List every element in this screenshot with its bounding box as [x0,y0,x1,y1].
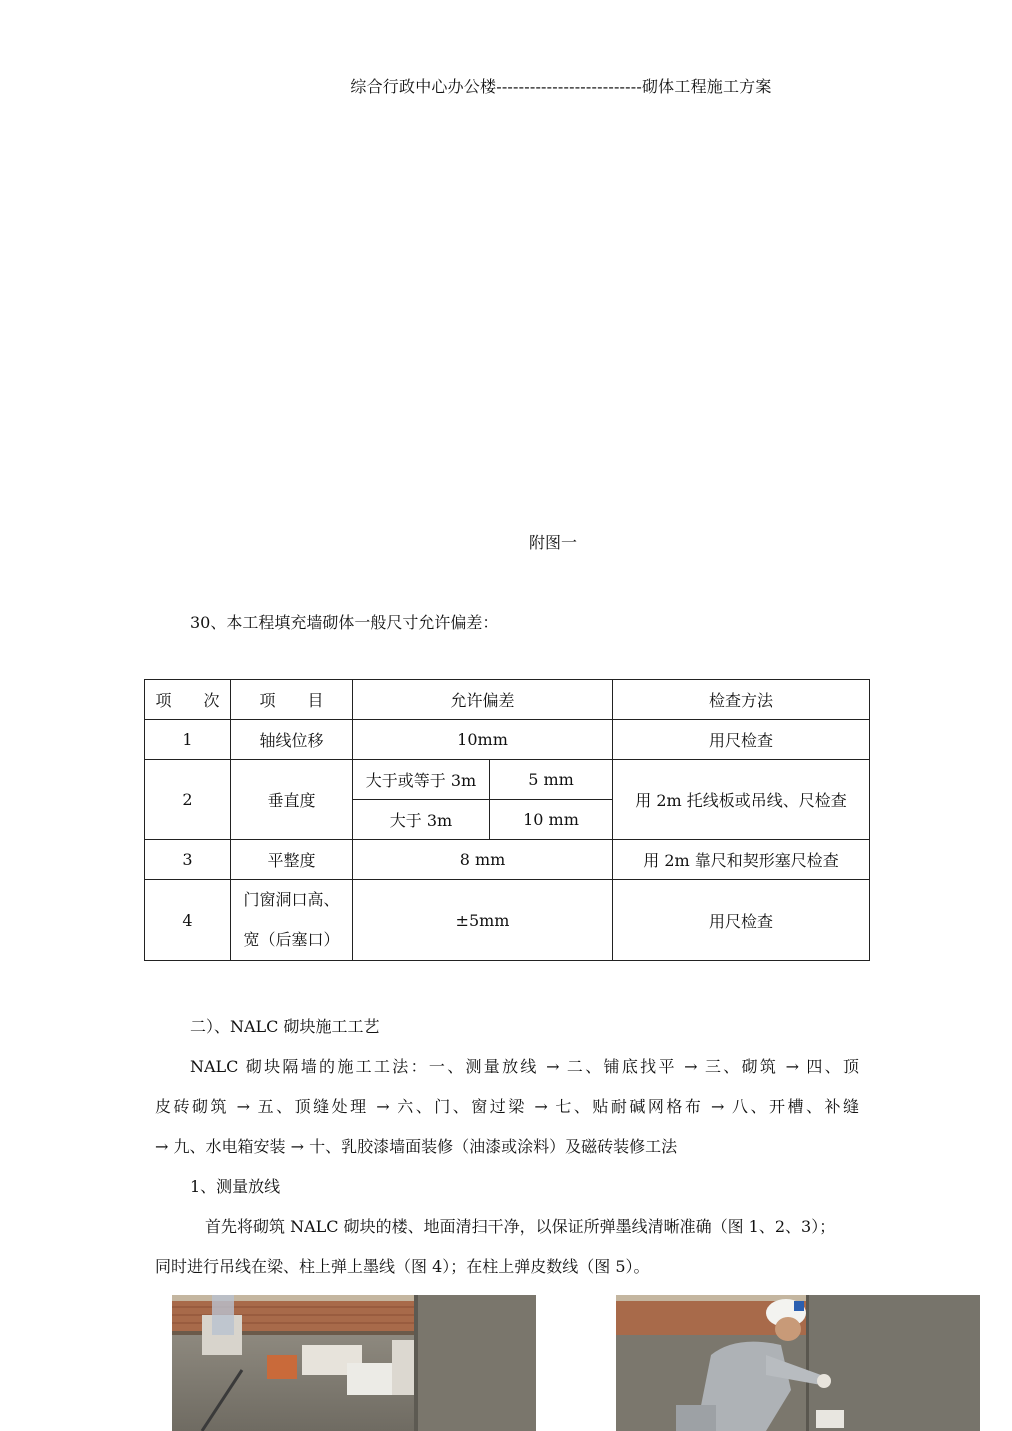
step-1-line-2: 同时进行吊线在梁、柱上弹上墨线（图 4）；在柱上弹皮数线（图 5）。 [155,1257,650,1276]
cell-item: 垂直度 [231,760,353,840]
section-30-heading: 30、本工程填充墙砌体一般尺寸允许偏差： [190,613,499,632]
header-cell-no: 项 次 [145,680,231,720]
cell-tolerance: 8 mm [353,840,613,880]
step-1-heading: 1、测量放线 [190,1177,281,1196]
method-line-1: NALC 砌块隔墙的施工工法：一、测量放线 → 二、铺底找平 → 三、砌筑 → 四、顶 [190,1057,859,1076]
section-2-heading: 二）、NALC 砌块施工工艺 [190,1017,380,1036]
header-cell-item: 项 目 [231,680,353,720]
cell-condition: 大于或等于 3m [353,760,490,800]
table-row [145,760,870,800]
cell-item: 平整度 [231,840,353,880]
cell-item-line-2: 宽（后塞口） [243,930,340,949]
header-cell-tolerance: 允许偏差 [353,680,613,720]
figure-caption: 附图一 [529,533,578,552]
cell-no: 3 [145,840,231,880]
cell-tolerance: 10mm [353,720,613,760]
cell-value: 5 mm [490,760,613,800]
cell-method: 用尺检查 [613,880,870,961]
photo-floor-sweeping [172,1295,536,1431]
method-line-2: 皮砖砌筑 → 五、顶缝处理 → 六、门、窗过梁 → 七、贴耐碱网格布 → 八、开槽、补缝 [155,1097,859,1116]
header-cell-method: 检查方法 [613,680,870,720]
photo-worker-marking-image [616,1295,980,1431]
table-row [145,880,870,961]
table-row [145,720,870,760]
table-header-row [145,680,870,720]
photo-worker-marking [616,1295,980,1431]
cell-method: 用尺检查 [613,720,870,760]
cell-no: 1 [145,720,231,760]
cell-item-line-1: 门窗洞口高、 [243,890,340,909]
photo-floor-sweeping-image [172,1295,536,1431]
table-row [145,840,870,880]
cell-condition: 大于 3m [353,800,490,840]
cell-value: 10 mm [490,800,613,840]
cell-method: 用 2m 靠尺和契形塞尺检查 [613,840,870,880]
page-header: 综合行政中心办公楼--------------------------砌体工程施工方案 [350,77,772,96]
cell-item: 轴线位移 [231,720,353,760]
cell-no: 4 [145,880,231,961]
cell-tolerance: ±5mm [353,880,613,961]
cell-method: 用 2m 托线板或吊线、尺检查 [613,760,870,840]
tolerance-table [144,679,870,961]
cell-no: 2 [145,760,231,840]
method-line-3: → 九、水电箱安装 → 十、乳胶漆墙面装修（油漆或涂料）及磁砖装修工法 [155,1137,678,1156]
cell-item [231,880,353,961]
step-1-line-1: 首先将砌筑 NALC 砌块的楼、地面清扫干净，以保证所弹墨线清晰准确（图 1、2、3）； [205,1217,836,1236]
